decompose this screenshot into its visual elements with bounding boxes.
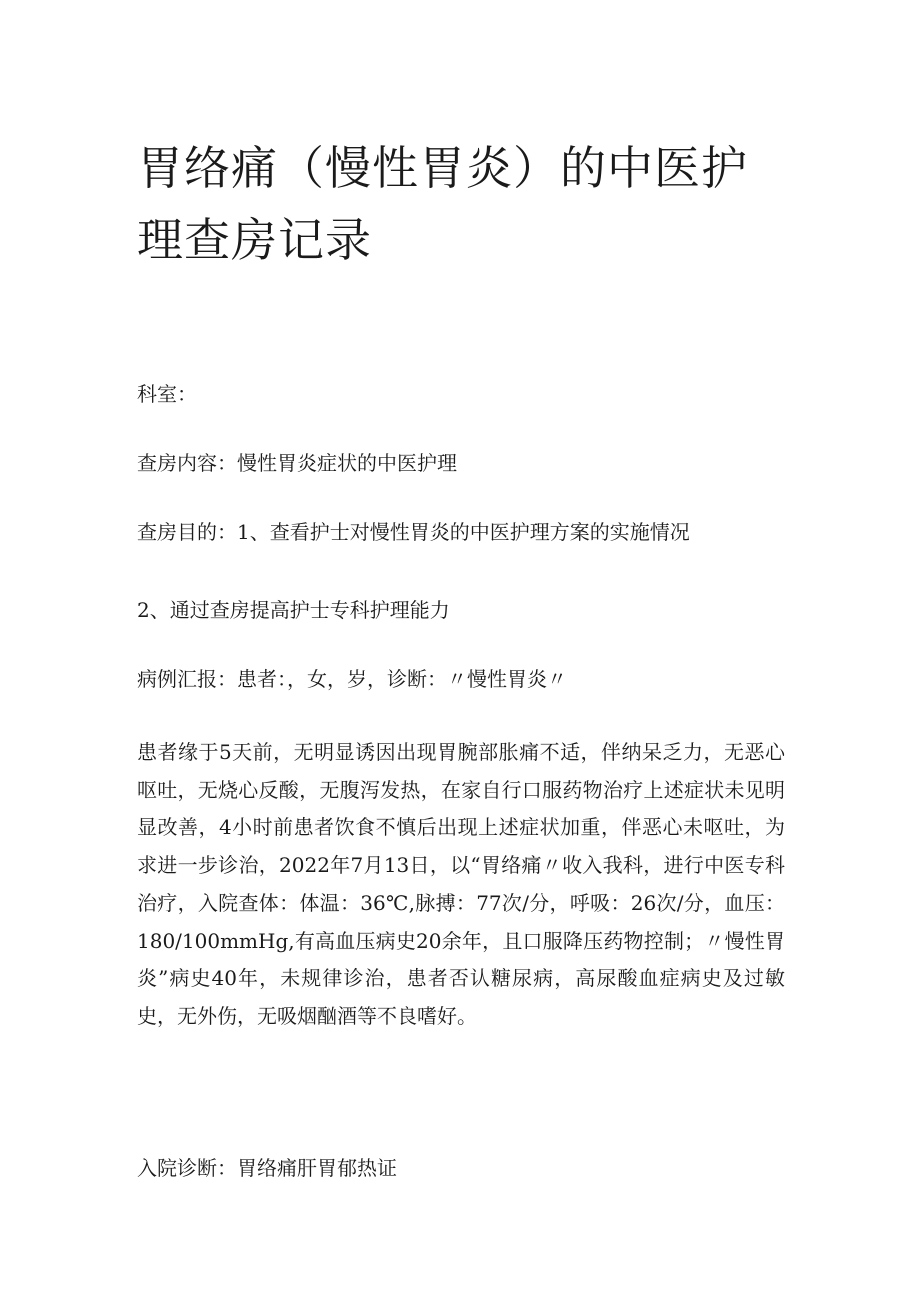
- round-purpose-line: 查房目的：1、查看护士对慢性胃炎的中医护理方案的实施情况: [137, 520, 690, 544]
- round-purpose-item-2: 2、通过查房提高护士专科护理能力: [137, 598, 450, 622]
- admission-diagnosis-line: 入院诊断：胃络痛肝胃郁热证: [137, 1156, 397, 1180]
- round-content-line: 查房内容：慢性胃炎症状的中医护理: [137, 451, 457, 475]
- document-title: 胃络痛（慢性胃炎）的中医护理查房记录: [137, 141, 748, 267]
- case-detail-paragraph: 患者缘于5天前，无明显诱因出现胃腕部胀痛不适，伴纳呆乏力，无恶心呕吐，无烧心反酸，无腹泻发热，在家自行口服药物治疗上述症状未见明显改善，4小时前患者饮食不慎后出现上述症状加重，伴恶心未呕吐，为求进一步诊治，2022年7月13日，以“胃络痛〃收入我科，进行中医专科治疗，入院查体：体温：36℃,脉搏：77次/分，呼吸：26次/分，血压：180/100mmHg,有高血压病史20余年，且口服降压药物控制；〃慢性胃炎”病史40年，未规律诊治，患者否认糖尿病，高尿酸血症病史及过敏史，无外伤，无吸烟酗酒等不良嗜好。: [137, 740, 785, 1028]
- case-report-line: 病例汇报：患者：，女，岁，诊断：〃慢性胃炎〃: [137, 667, 567, 691]
- department-line: 科室：: [137, 382, 197, 406]
